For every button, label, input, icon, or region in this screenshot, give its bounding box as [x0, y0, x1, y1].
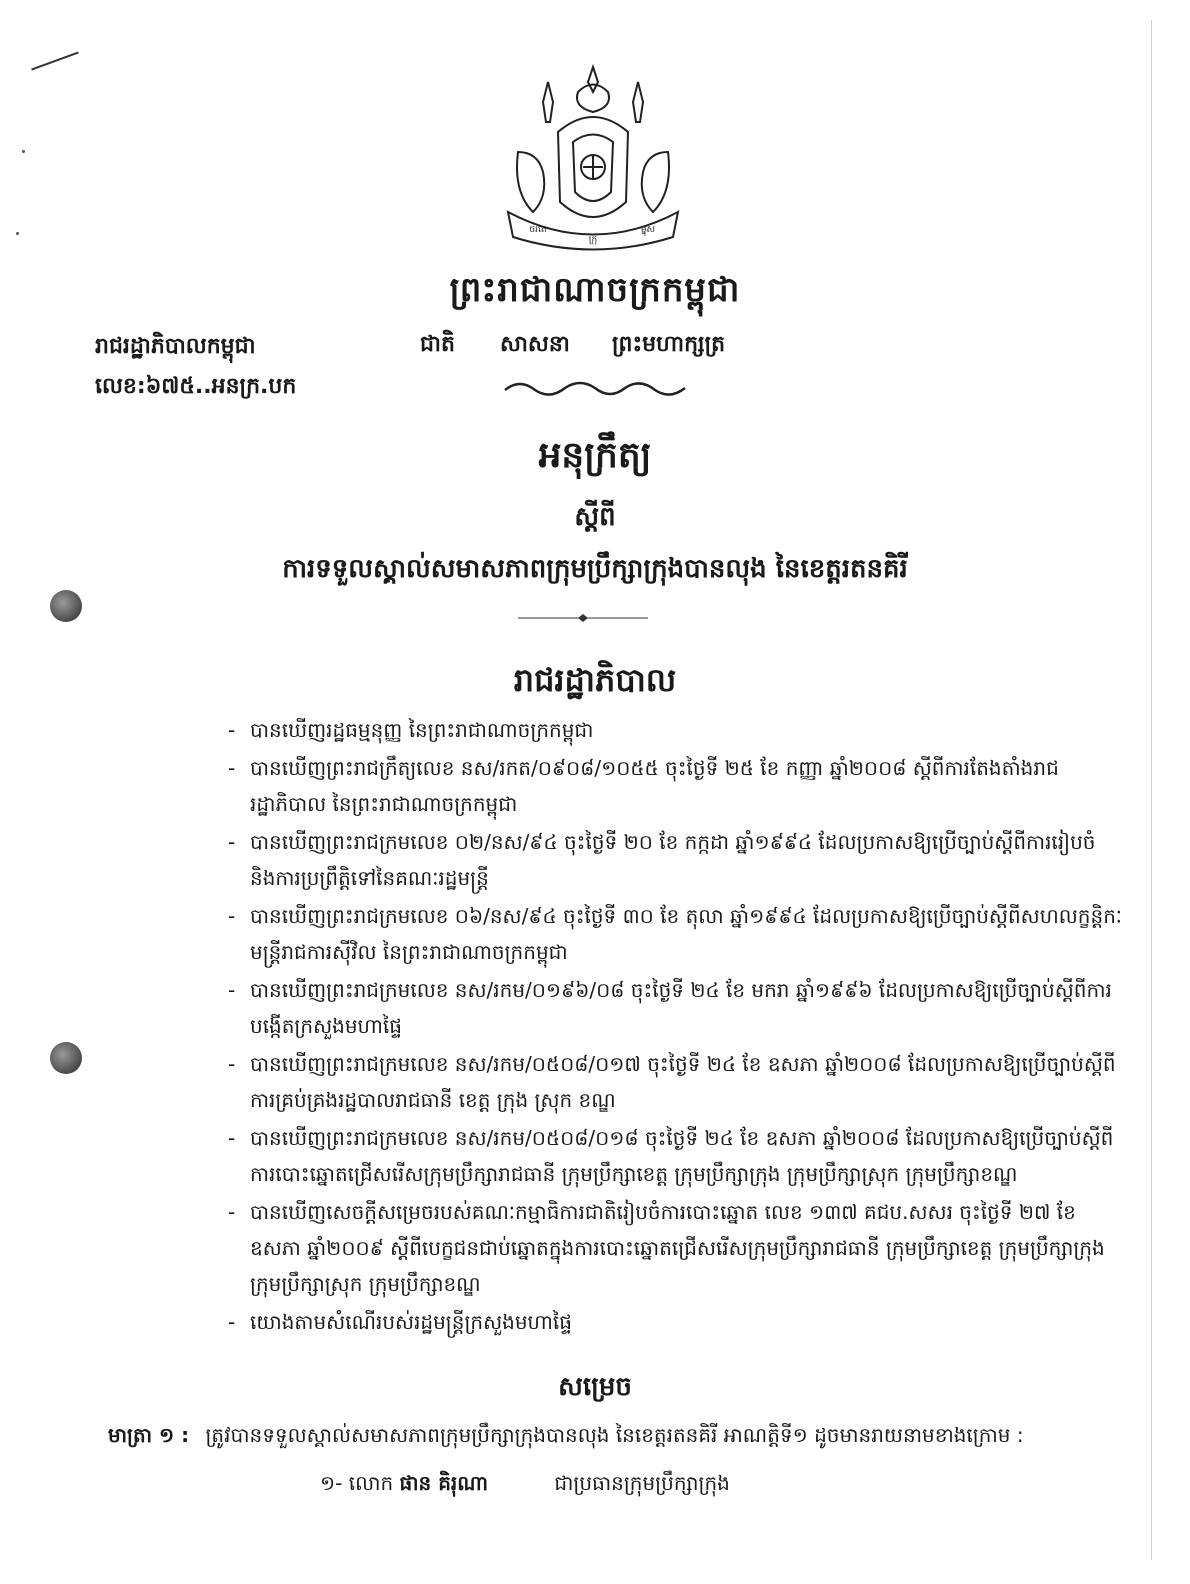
member-title: លោក [348, 1471, 394, 1495]
member-name: ផាន គិរុណា [399, 1471, 489, 1495]
royal-emblem-icon [498, 62, 688, 262]
emblem-ribbon-left: ចរតេ [529, 225, 547, 235]
motto-king: ព្រះមហាក្សត្រ [612, 332, 726, 357]
issuer-heading: រាជរដ្ឋាភិបាល [513, 661, 677, 699]
document-type: អនុក្រឹត្យ [538, 435, 652, 476]
member-role: ជាប្រធានក្រុមប្រឹក្សាក្រុង [554, 1471, 730, 1495]
motto-religion: សាសនា [500, 332, 570, 357]
kingdom-heading: ព្រះរាជាណាចក្រកម្ពុជា [449, 270, 741, 310]
emblem-ribbon-center: ក្រុ [588, 235, 598, 245]
considerations-list [222, 712, 1122, 1342]
scan-edge-line [1151, 20, 1152, 1560]
decision-heading: សម្រេច [558, 1372, 632, 1402]
ornament-divider-icon [500, 376, 690, 400]
consideration-item: - បានឃើញព្រះរាជក្រមលេខ ០២/នស/៩៤ ចុះថ្ងៃទី ២០ ខែ កក្កដា ឆ្នាំ១៩៩៤ ដែលប្រកាសឱ្យប្រើច្បាប់ស្តីពីការរៀបចំ និងការប្រព្រឹត្តិទៅនៃគណៈរដ្ឋមន្ត្រី [222, 824, 1122, 896]
article-label: មាត្រា ១ : [108, 1423, 190, 1447]
member-number: ១- [320, 1471, 343, 1495]
punch-hole-bottom [50, 1042, 82, 1074]
consideration-item: - យោងតាមសំណើរបស់រដ្ឋមន្ត្រីក្រសួងមហាផ្ទៃ [222, 1304, 1122, 1340]
scan-speck [22, 150, 25, 153]
member-row [320, 1470, 730, 1500]
consideration-item: - បានឃើញព្រះរាជក្រមលេខ ០៦/នស/៩៤ ចុះថ្ងៃទី ៣០ ខែ តុលា ឆ្នាំ១៩៩៤ ដែលប្រកាសឱ្យប្រើច្បាប់ស្តីពីសហលក្ខន្តិកៈមន្ត្រីរាជការស៊ីវិល នៃព្រះរាជាណាចក្រកម្ពុជា [222, 898, 1122, 970]
article-1 [108, 1422, 1148, 1452]
article-text: ត្រូវបានទទួលស្គាល់សមាសភាពក្រុមប្រឹក្សាក្រុងបានលុង នៃខេត្តរតនគិរី អាណត្តិទី១ ដូចមានរាយនាមខាងក្រោម : [205, 1423, 1024, 1447]
consideration-item: - បានឃើញព្រះរាជក្រមលេខ នស/រកម/០៥០៨/០១៨ ចុះថ្ងៃទី ២៤ ខែ ឧសភា ឆ្នាំ២០០៨ ដែលប្រកាសឱ្យប្រើច្បាប់ស្តីពីការបោះឆ្នោតជ្រើសរើសក្រុមប្រឹក្សារាជធានី ក្រុមប្រឹក្សាខេត្ត ក្រុមប្រឹក្សាក្រុង ក្រុមប្រឹក្សាស្រុក ក្រុមប្រឹក្សាខណ្ឌ [222, 1120, 1122, 1192]
consideration-item: - បានឃើញរដ្ឋធម្មនុញ្ញ នៃព្រះរាជាណាចក្រកម្ពុជា [222, 712, 1122, 748]
emblem-ribbon-right: ម្នុស [640, 225, 656, 235]
consideration-item: - បានឃើញព្រះរាជក្រឹត្យលេខ នស/រកត/០៩០៨/១០៥៥ ចុះថ្ងៃទី ២៥ ខែ កញ្ញា ឆ្នាំ២០០៨ ស្តីពីការតែងតាំងរាជរដ្ឋាភិបាល នៃព្រះរាជាណាចក្រកម្ពុជា [222, 750, 1122, 822]
consideration-item: - បានឃើញព្រះរាជក្រមលេខ នស/រកម/០៥០៨/០១៧ ចុះថ្ងៃទី ២៤ ខែ ឧសភា ឆ្នាំ២០០៨ ដែលប្រកាសឱ្យប្រើច្បាប់ស្តីពីការគ្រប់គ្រងរដ្ឋបាលរាជធានី ខេត្ត ក្រុង ស្រុក ខណ្ឌ [222, 1046, 1122, 1118]
regarding-label: ស្តីពី [574, 502, 616, 532]
document-number: លេខ:៦៧៥..អនក្រ.បក [95, 374, 297, 399]
pen-mark [31, 52, 79, 71]
consideration-item: - បានឃើញព្រះរាជក្រមលេខ នស/រកម/០១៩៦/០៨ ចុះថ្ងៃទី ២៤ ខែ មករា ឆ្នាំ១៩៩៦ ដែលប្រកាសឱ្យប្រើច្បាប់ស្តីពីការបង្កើតក្រសួងមហាផ្ទៃ [222, 972, 1122, 1044]
section-divider-icon [518, 612, 648, 624]
punch-hole-top [50, 590, 82, 622]
document-subject: ការទទួលស្គាល់សមាសភាពក្រុមប្រឹក្សាក្រុងបានលុង នៃខេត្តរតនគិរី [282, 554, 908, 584]
scan-speck [16, 232, 19, 235]
consideration-item: - បានឃើញសេចក្តីសម្រេចរបស់គណៈកម្មាធិការជាតិរៀបចំការបោះឆ្នោត លេខ ១៣៧ គជប.សសរ ចុះថ្ងៃទី ២៧ ខែ ឧសភា ឆ្នាំ២០០៩ ស្តីពីបេក្ខជនជាប់ឆ្នោតក្នុងការបោះឆ្នោតជ្រើសរើសក្រុមប្រឹក្សារាជធានី ក្រុមប្រឹក្សាខេត្ត ក្រុមប្រឹក្សាក្រុង ក្រុមប្រឹក្សាស្រុក ក្រុមប្រឹក្សាខណ្ឌ [222, 1194, 1122, 1302]
government-name: រាជរដ្ឋាភិបាលកម្ពុជា [95, 334, 256, 359]
motto-nation: ជាតិ [420, 332, 455, 357]
